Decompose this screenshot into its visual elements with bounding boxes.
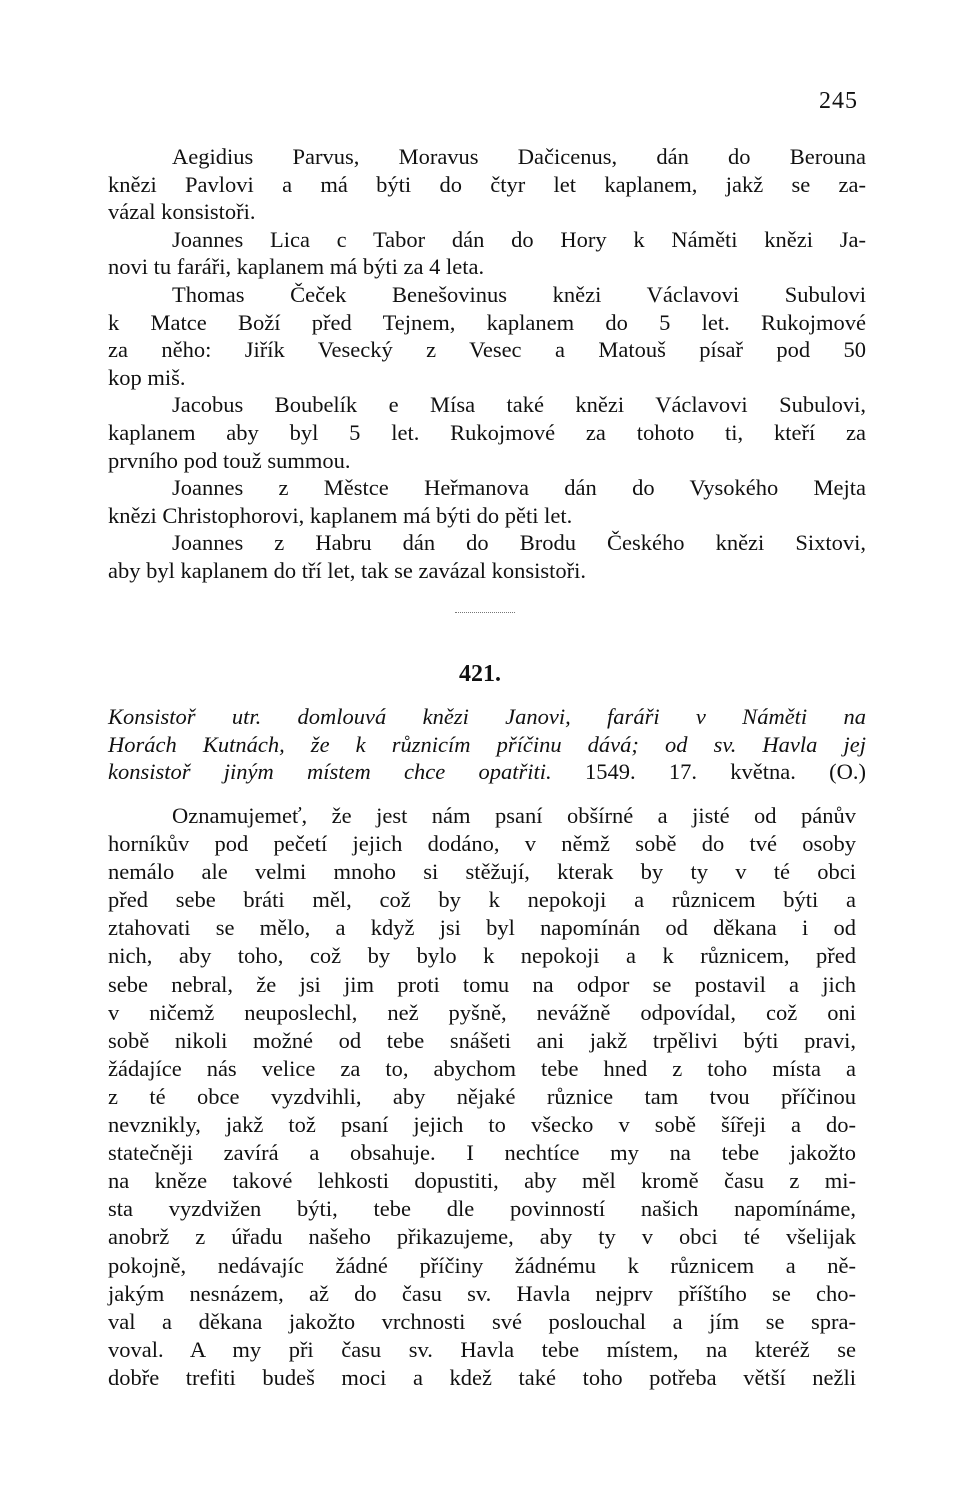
body-line: sta vyzdvižen býti, tebe dle povinností našich napomínáme, (108, 1196, 856, 1222)
document-date: 1549. 17. května. (O.) (584, 759, 866, 785)
entry-line: vázal konsistoři. (108, 199, 256, 225)
body-line: před sebe bráti měl, což by k nepokoji a různicem býti a (108, 887, 856, 913)
entry-line: prvního pod touž summou. (108, 447, 351, 473)
entry-line: Joannes z Habru dán do Brodu Českého knězi Sixtovi, (172, 530, 866, 556)
section-separator (455, 612, 515, 614)
entry-line: Jacobus Boubelík e Mísa také knězi Václavovi Subulovi, (172, 392, 866, 418)
entry-line: novi tu faráři, kaplanem má býti za 4 leta. (108, 254, 485, 280)
entry-line: kaplanem aby byl 5 let. Rukojmové za tohoto ti, kteří za (108, 419, 866, 445)
body-line: pokojně, nedávajíc žádné příčiny žádnému k různicem a ně- (108, 1252, 856, 1278)
body-line: sebe nebral, že jsi jim proti tomu na odpor se postavil a jich (108, 971, 856, 997)
body-line: Oznamujemeť, že jest nám psaní obšírné a jisté od pánův (172, 803, 856, 828)
entry-line: knězi Christophorovi, kaplanem má býti do pěti let. (108, 502, 573, 528)
body-line: voval. A my při času sv. Havla tebe místem, na kteréž se (108, 1336, 856, 1362)
body-line: z té obce vyzdvihli, aby nějaké různice tam tvou příčinou (108, 1083, 856, 1109)
body-line: anobrž z úřadu našeho přikazujeme, aby ty v obci té všelijak (108, 1224, 856, 1250)
entry-line: za něho: Jiřík Vesecký z Vesec a Matouš písař pod 50 (108, 337, 866, 363)
document-summary (108, 703, 866, 786)
body-line: val a děkana jakožto vrchnosti své poslouchal a jím se spra- (108, 1308, 856, 1334)
summary-line: Konsistoř utr. domlouvá knězi Janovi, faráři v Náměti na (108, 704, 866, 729)
entry-line: k Matce Boží před Tejnem, kaplanem do 5 let. Rukojmové (108, 309, 866, 335)
entry-line: aby byl kaplanem do tří let, tak se zavázal konsistoři. (108, 557, 586, 583)
summary-line-last (108, 758, 866, 786)
entry-line: Aegidius Parvus, Moravus Dačicenus, dán do Berouna (172, 144, 866, 169)
body-line: v ničemž neuposlechl, než pyšně, nevážně odpovídal, což oni (108, 999, 856, 1025)
body-line: nevznikly, jakž tož psaní jejich to všecko v sobě šířeji a do- (108, 1112, 856, 1138)
document-body (108, 802, 856, 1392)
body-line: na kněze takové lehkosti dopustiti, aby měl kromě času z mi- (108, 1168, 856, 1194)
entry-line: knězi Pavlovi a má býti do čtyr let kaplanem, jakž se za- (108, 171, 866, 197)
entry-line: Thomas Čeček Benešovinus knězi Václavovi Subulovi (172, 281, 866, 307)
entry-line: kop miš. (108, 364, 186, 390)
summary-line: konsistoř jiným místem chce opatřiti. (108, 759, 552, 785)
body-line: statečněji zavírá a obsahuje. I nechtíce my na tebe jakožto (108, 1140, 856, 1166)
register-entries (108, 143, 866, 585)
body-line: nemálo ale velmi mnoho si stěžují, kterak by ty v té obci (108, 859, 856, 885)
body-line: jakým nesnázem, až do času sv. Havla nejprv příštího se cho- (108, 1280, 856, 1306)
body-line: nich, aby toho, což by bylo k nepokoji a k různicem, před (108, 943, 856, 969)
body-line: sobě nikoli možné od tebe snášeti ani jakž trpělivi býti pravi, (108, 1027, 856, 1053)
entry-line: Joannes Lica c Tabor dán do Hory k Náměti knězi Ja- (172, 226, 866, 252)
summary-line: Horách Kutnách, že k různicím příčinu dává; od sv. Havla jej (108, 731, 866, 757)
body-line: horníkův pod pečetí jejich dodáno, v němž sobě do tvé osoby (108, 831, 856, 857)
page-number: 245 (819, 88, 858, 114)
entry-line: Joannes z Městce Heřmanova dán do Vysokého Mejta (172, 475, 866, 501)
document-number: 421. (459, 661, 501, 687)
body-line: ztahovati se mělo, a když jsi byl napomínán od děkana i od (108, 915, 856, 941)
body-line: dobře trefiti budeš moci a kdež také toho potřeba větší nežli (108, 1364, 856, 1390)
body-line: žádajíce nás velice za to, abychom tebe hned z toho místa a (108, 1055, 856, 1081)
